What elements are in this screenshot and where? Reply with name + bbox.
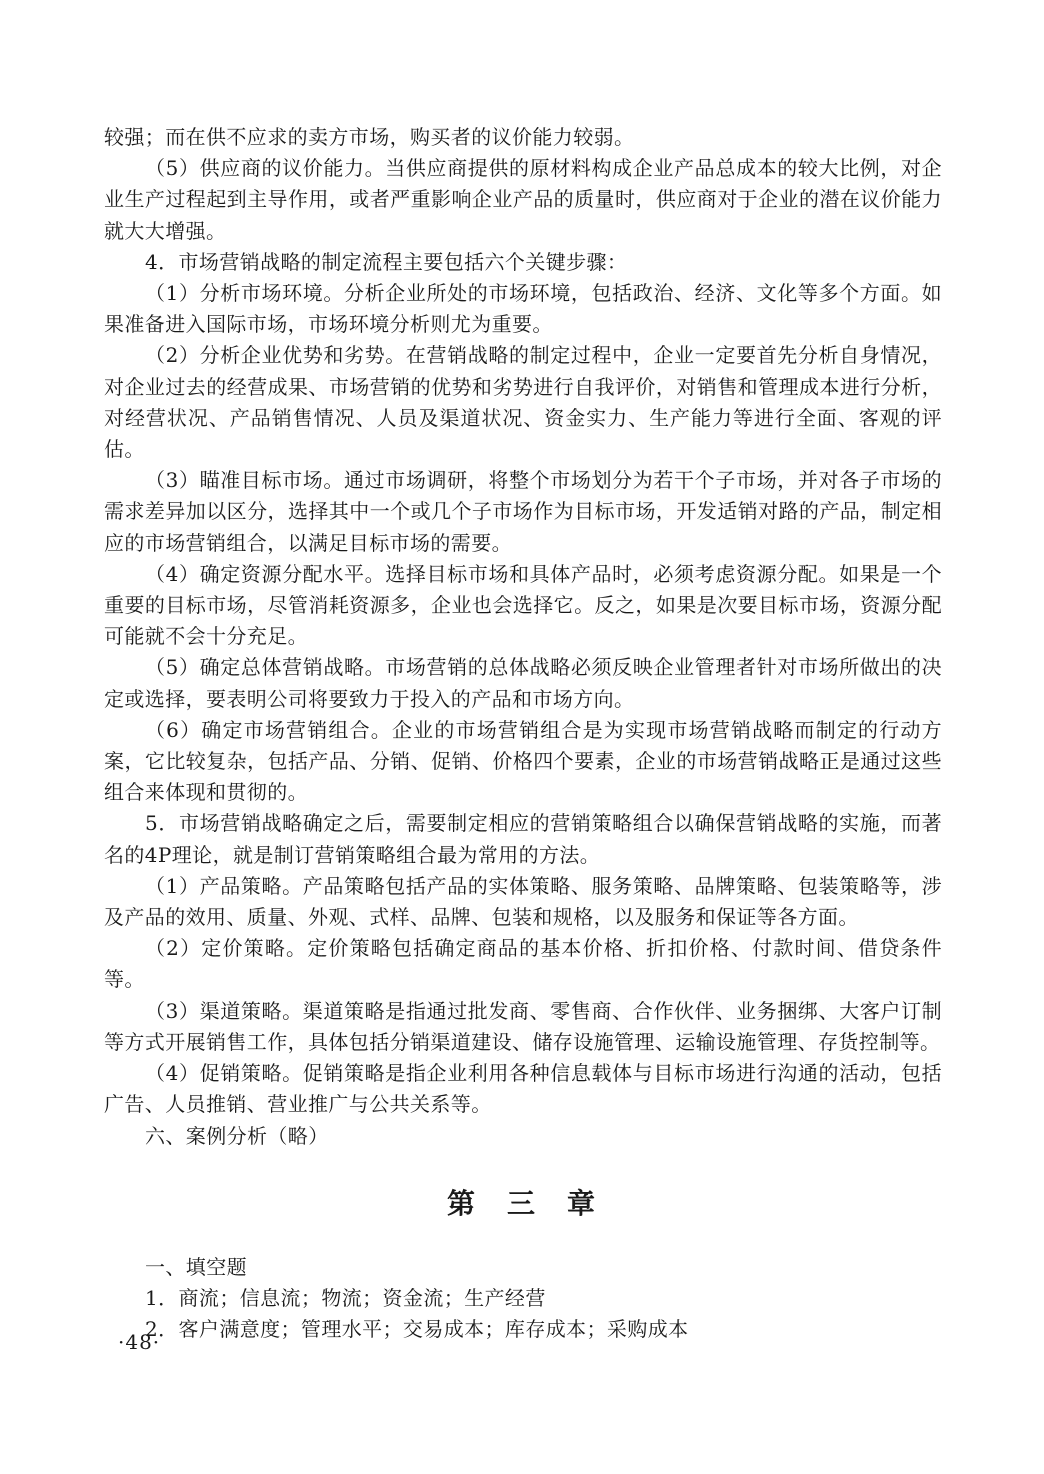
paragraph: 1．商流；信息流；物流；资金流；生产经营 (145, 1285, 546, 1310)
paragraph: 六、案例分析（略） (145, 1123, 329, 1148)
paragraph: （2）分析企业优势和劣势。在营销战略的制定过程中，企业一定要首先分析自身情况，对企业过去的经营成果、市场营销的优势和劣势进行自我评价，对销售和管理成本进行分析，对经营状况、产品销售情况、人员及渠道状况、资金实力、生产能力等进行全面、客观的评估。 (104, 343, 942, 462)
paragraph: 4．市场营销战略的制定流程主要包括六个关键步骤： (145, 249, 628, 274)
chapter-heading-char: 三 (506, 1186, 539, 1220)
paragraph: （3）渠道策略。渠道策略是指通过批发商、零售商、合作伙伴、业务捆绑、大客户订制等方式开展销售工作，具体包括分销渠道建设、储存设施管理、运输设施管理、存货控制等。 (104, 998, 942, 1054)
text-section-top (104, 122, 942, 1152)
chapter-heading-char: 章 (567, 1186, 600, 1220)
paragraph: （1）产品策略。产品策略包括产品的实体策略、服务策略、品牌策略、包装策略等，涉及产品的效用、质量、外观、式样、品牌、包装和规格，以及服务和保证等各方面。 (104, 873, 942, 930)
chapter-heading (104, 1184, 942, 1224)
paragraph: （5）确定总体营销战略。市场营销的总体战略必须反映企业管理者针对市场所做出的决定或选择，要表明公司将要致力于投入的产品和市场方向。 (104, 655, 942, 711)
paragraph: 5．市场营销战略确定之后，需要制定相应的营销策略组合以确保营销战略的实施，而著名的4P理论，就是制订营销策略组合最为常用的方法。 (104, 811, 942, 867)
paragraph: 2．客户满意度；管理水平；交易成本；库存成本；采购成本 (145, 1317, 689, 1342)
paragraph: （6）确定市场营销组合。企业的市场营销组合是为实现市场营销战略而制定的行动方案，它比较复杂，包括产品、分销、促销、价格四个要素，企业的市场营销战略正是通过这些组合来体现和贯彻的。 (104, 717, 942, 805)
paragraph: （5）供应商的议价能力。当供应商提供的原材料构成企业产品总成本的较大比例，对企业生产过程起到主导作用，或者严重影响企业产品的质量时，供应商对于企业的潜在议价能力就大大增强。 (104, 156, 942, 243)
paragraph: （1）分析市场环境。分析企业所处的市场环境，包括政治、经济、文化等多个方面。如果准备进入国际市场，市场环境分析则尤为重要。 (104, 281, 942, 337)
paragraph: （4）确定资源分配水平。选择目标市场和具体产品时，必须考虑资源分配。如果是一个重要的目标市场，尽管消耗资源多，企业也会选择它。反之，如果是次要目标市场，资源分配可能就不会十分充足。 (104, 561, 942, 649)
paragraph: （3）瞄准目标市场。通过市场调研，将整个市场划分为若干个子市场，并对各子市场的需求差异加以区分，选择其中一个或几个子市场作为目标市场，开发适销对路的产品，制定相应的市场营销组合，以满足目标市场的需要。 (104, 468, 942, 555)
paragraph: 较强；而在供不应求的卖方市场，购买者的议价能力较弱。 (104, 125, 635, 149)
chapter-heading-char: 第 (446, 1186, 479, 1220)
paragraph: 一、填空题 (145, 1254, 247, 1279)
paragraph: （2）定价策略。定价策略包括确定商品的基本价格、折扣价格、付款时间、借贷条件等。 (104, 936, 942, 992)
page-body (104, 122, 942, 1345)
paragraph: （4）促销策略。促销策略是指企业利用各种信息载体与目标市场进行沟通的活动，包括广告、人员推销、营业推广与公共关系等。 (104, 1061, 942, 1117)
page-number: ·48· (118, 1330, 161, 1354)
text-section-bottom (104, 1252, 942, 1346)
